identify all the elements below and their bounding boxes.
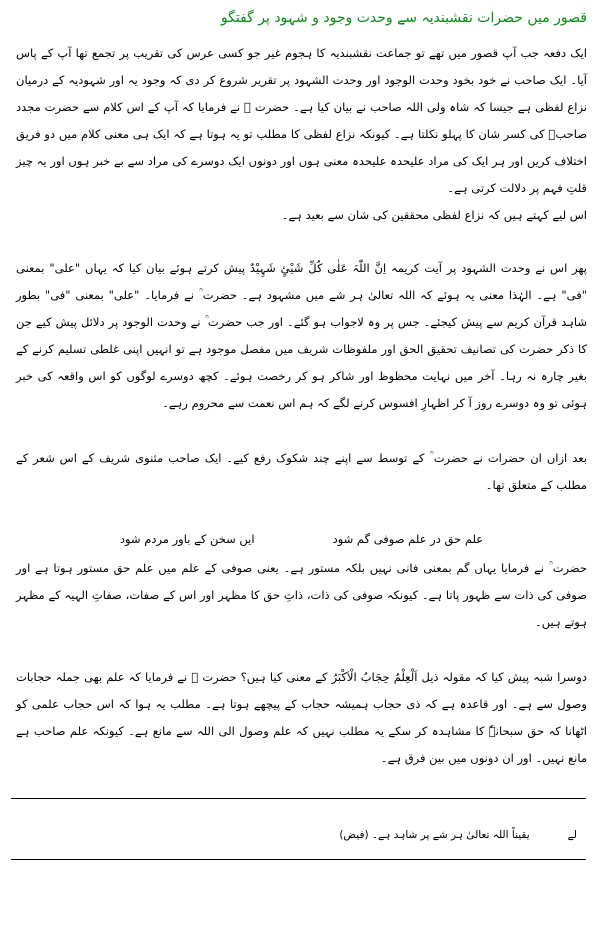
persian-verse: [16, 527, 587, 551]
footnote-text: یقیناً اللہ تعالیٰ ہر شے پر شاہد ہے۔ (فیض): [339, 829, 530, 841]
verse-misra-1: علم حق در علم صوفی گم شود: [332, 532, 484, 546]
footnote-divider: [11, 798, 586, 799]
spacer: [16, 499, 587, 527]
paragraph-1: ایک دفعہ جب آپ قصور میں تھے تو جماعت نقشبندیہ کا ہجوم غیر جو کسی عرس کی تقریب پر تجمع تھا آپ کے پاس آیا۔ ایک صاحب نے خود بخود وحدت الوجود اور وحدت الشہود پر تقریر شروع کر دی کہ وجود یہ اور شہودیہ کے درمیان نزاع لفظی ہے جیسا کہ شاہ ولی اللہ صاحب نے بیان کیا ہے۔ حضرت ؒ نے فرمایا کہ آپ کے اس کلام سے حضرت مجدد صاحبؒ کی کسر شان کا پہلو نکلتا ہے۔ کیونکہ نزاع لفظی کا مطلب تو یہ ہوتا ہے کہ ایک ہی معنی کلام میں دو فریق اختلاف کریں اور ہر ایک کی مراد علیحدہ علیحدہ معنی ہوں اور دونوں ایک دوسرے کی مراد سے بے خبر ہوں اور یہ چیز قلتِ فہم پر دلالت کرتی ہے۔: [16, 46, 587, 195]
paragraph-5: حضرت ؒ نے فرمایا یہاں گم بمعنی فانی نہیں بلکہ مستور ہے۔ یعنی صوفی کے علم میں علم حق مستور ہوتا ہے اور صوفی کی ذات سے ظہور پاتا ہے۔ کیونکہ صوفی کی ذات، ذاتِ حق کا مظہر اور اس کے صفات، صفاتِ الہیہ کے مظہر ہوتے ہیں۔: [16, 561, 587, 629]
spacer: [16, 229, 587, 255]
page-title: قصور میں حضرات نقشبندیہ سے وحدت وجود و شہود پر گفتگو: [220, 10, 587, 26]
paragraph-6: دوسرا شبہ پیش کیا کہ مقولہ ذیل اَلْعِلْمُ حِجَابُ الْاَکْبَرُ کے معنی کیا ہیں؟ حضرت ؒ نے فرمایا کہ علم بھی جملہ حجابات وصول سے ہے۔ اور قاعدہ ہے کہ ذی حجاب ہمیشہ حجاب کے پیچھے ہوتا ہے۔ مطلب یہ ہوا کہ اس حجاب علمی کو اٹھانا کہ حق سبحانہٗ کا مشاہدہ کر سکے یہ مطلب نہیں کہ علم وصول الی اللہ سے مانع ہے۔ کیونکہ علم صاحب ہے مانع نہیں۔ اور ان دونوں میں بین فرق ہے۔: [16, 670, 587, 765]
paragraph-4: بعد ازاں ان حضرات نے حضرت ؒ کے توسط سے اپنے چند شکوک رفع کیے۔ ایک صاحب مثنوی شریف کے اس شعر کے مطلب کے متعلق تھا۔: [16, 451, 587, 492]
bottom-divider: [11, 859, 586, 860]
spacer: [16, 636, 587, 664]
paragraph-2: اس لیے کہتے ہیں کہ نزاع لفظی محققین کی شان سے بعید ہے۔: [281, 208, 587, 222]
footnote: [16, 825, 587, 845]
footnote-marker: لے: [567, 829, 577, 841]
paragraph-3: پھر اس نے وحدت الشہود پر آیت کریمہ اِنَّ اللّٰہَ عَلٰی کُلِّ شَیْئٍ شَہِیْدٌ پیش کرتے ہوئے بیان کیا کہ یہاں "علی" بمعنی "فی" ہے۔ الہٰذا معنی یہ ہوئے کہ اللہ تعالیٰ ہر شے میں مشہود ہے۔ حضرت ؒ نے فرمایا۔ "علی" بمعنی "فی" بطور شاہد قرآن کریم سے پیش کیجئے۔ جس پر وہ لاجواب ہو گئے۔ اور جب حضرت ؒ نے وحدت الوجود پر دلائل پیش کیے جن کا ذکر حضرت کی تصانیف تحقیق الحق اور ملفوظات شریف میں مفصل موجود ہے تو انہیں اپنی غلطی تسلیم کرنے کے بغیر چارہ نہ رہا۔ آخر میں نہایت محظوظ اور شاکر ہو کر رخصت ہوئے۔ کچھ دوسرے لوگوں کو اس واقعہ کی خبر ہوئی تو وہ دوسرے روز آ کر اظہارِ افسوس کرنے لگے کہ ہم اس نعمت سے محروم رہے۔: [16, 261, 587, 410]
spacer: [16, 417, 587, 445]
verse-misra-2: ایں سخن کے باور مردم شود: [119, 532, 255, 546]
